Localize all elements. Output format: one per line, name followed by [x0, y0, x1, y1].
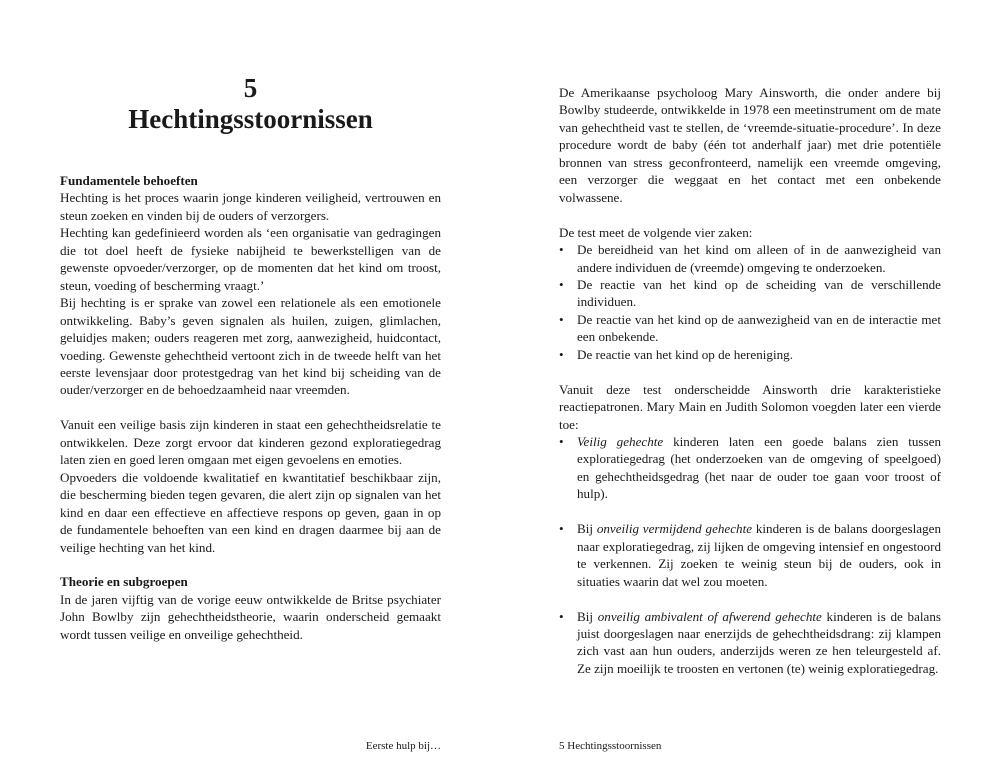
- paragraph: Bij hechting is er sprake van zowel een relationele als een emotionele ontwikkeling. Baby’s geven signalen als huilen, zuigen, glimlachen, geluidjes maken; ouders reageren met zorg, aanwezigheid, huidcontact, voeding. Gewenste gehechtheid vertoont zich in de tweede helft van het eerste levensjaar door protestgedrag van het kind bij scheiding van de ouder/verzorger en de behoedzaamheid naar vreemden.: [60, 295, 441, 398]
- paragraph: In de jaren vijftig van de vorige eeuw ontwikkelde de Britse psychiater John Bowlby zijn gehechtheidstheorie, waarin onderscheid gemaakt wordt tussen veilige en onveilige gehechtheid.: [60, 591, 441, 642]
- list-item-text: Bij: [577, 608, 598, 624]
- list-item-text: kinderen is de balans juist doorgeslagen naar enerzijds de gehechtheidsdrang: zij klampen zich vast aan hun ouders, anderzijds weren ze hen teleurgesteld af. Ze zijn moeilijk te troosten en vertonen (te) weinig exploratiegedrag.: [577, 608, 941, 676]
- right-body: [559, 84, 941, 677]
- paragraph: Hechting is het proces waarin jonge kinderen veiligheid, vertrouwen en steun zoeken en vinden bij de ouders of verzorgers.: [60, 190, 441, 223]
- test-list: [559, 241, 941, 363]
- paragraph: Vanuit een veilige basis zijn kinderen in staat een gehechtheidsrelatie te ontwikkelen. Deze zorgt ervoor dat kinderen gezond exploratiegedrag laten zien en goed leren omgaan met eigen gevoelens en emoties.: [60, 417, 441, 468]
- list-item-text: kinderen laten een goede balans zien tussen exploratiegedrag (het onderzoeken van de omgeving of speelgoed) en gehechtheidsgedrag (het naar de ouder toe gaan voor troost of hulp).: [577, 434, 941, 502]
- paragraph: Hechting kan gedefinieerd worden als ‘een organisatie van gedragingen die tot doel heeft de fysieke nabijheid te bewerkstelligen van de gewenste opvoeder/verzorger, op de momenten dat het kind om troost, steun, voeding of bescherming vraagt.’: [60, 225, 441, 293]
- right-page: [559, 0, 941, 778]
- list-item-text: Bij: [577, 521, 597, 537]
- emphasis: onveilig vermijdend gehechte: [596, 521, 753, 537]
- emphasis: onveilig ambivalent of afwerend gehechte: [597, 608, 822, 624]
- list-item: • De reactie van het kind op de scheiding van de verschillende individuen.: [559, 276, 941, 311]
- left-body: [60, 172, 441, 643]
- list-item: • De bereidheid van het kind om alleen of in de aanwezigheid van andere individuen de (vreemde) omgeving te onderzoeken.: [559, 241, 941, 276]
- paragraph: De Amerikaanse psycholoog Mary Ainsworth, die onder andere bij Bowlby studeerde, ontwikkelde in 1978 een meetinstrument om de mate van gehechtheid vast te stellen, de ‘vreemde-situatie-procedure’. In deze procedure wordt de baby (één tot anderhalf jaar) met drie potentiële bronnen van stress geconfronteerd, namelijk een vreemde omgeving, een verzorger die weggaat en het contact met een onbekende volwassene.: [559, 85, 941, 205]
- pattern-list: [559, 433, 941, 503]
- list-item: • De reactie van het kind op de aanwezigheid van en de interactie met een onbekende.: [559, 311, 941, 346]
- pattern-list: [559, 520, 941, 590]
- left-page: [60, 0, 441, 778]
- section-heading-fundamentele-behoeften: Fundamentele behoeften: [60, 173, 198, 188]
- list-item: • De reactie van het kind op de hereniging.: [559, 346, 941, 363]
- chapter-title: Hechtingsstoornissen: [128, 104, 373, 134]
- emphasis: Veilig gehechte: [577, 434, 664, 450]
- chapter-number: 5: [243, 73, 258, 103]
- page-footer-left: Eerste hulp bij…: [365, 740, 441, 752]
- page-footer-right: 5 Hechtingsstoornissen: [559, 740, 662, 752]
- list-item: [559, 433, 941, 503]
- pattern-list: [559, 608, 941, 678]
- list-intro: Vanuit deze test onderscheidde Ainsworth drie karakteristieke reactiepatronen. Mary Main en Judith Solomon voegden later een vierde toe:: [559, 381, 941, 432]
- paragraph: Opvoeders die voldoende kwalitatief en kwantitatief beschikbaar zijn, die bescherming bieden tegen gevaren, die alert zijn op signalen van het kind en daar een effectieve en affectieve respons op geven, gaan in op de fundamentele behoeften van een kind en dragen daarmee bij aan de veilige hechting van het kind.: [60, 469, 441, 555]
- list-item: [559, 608, 941, 678]
- section-heading-theorie-en-subgroepen: Theorie en subgroepen: [60, 574, 188, 590]
- list-intro: De test meet de volgende vier zaken:: [559, 224, 753, 240]
- list-item: [559, 520, 941, 590]
- list-item-text: kinderen is de balans doorgeslagen naar exploratiegedrag, zij lijken de omgeving intensief en ongestoord te verkennen. Zij zoeken te weinig steun bij de ouders, ook in situaties waarin dat wel zou moeten.: [577, 521, 941, 589]
